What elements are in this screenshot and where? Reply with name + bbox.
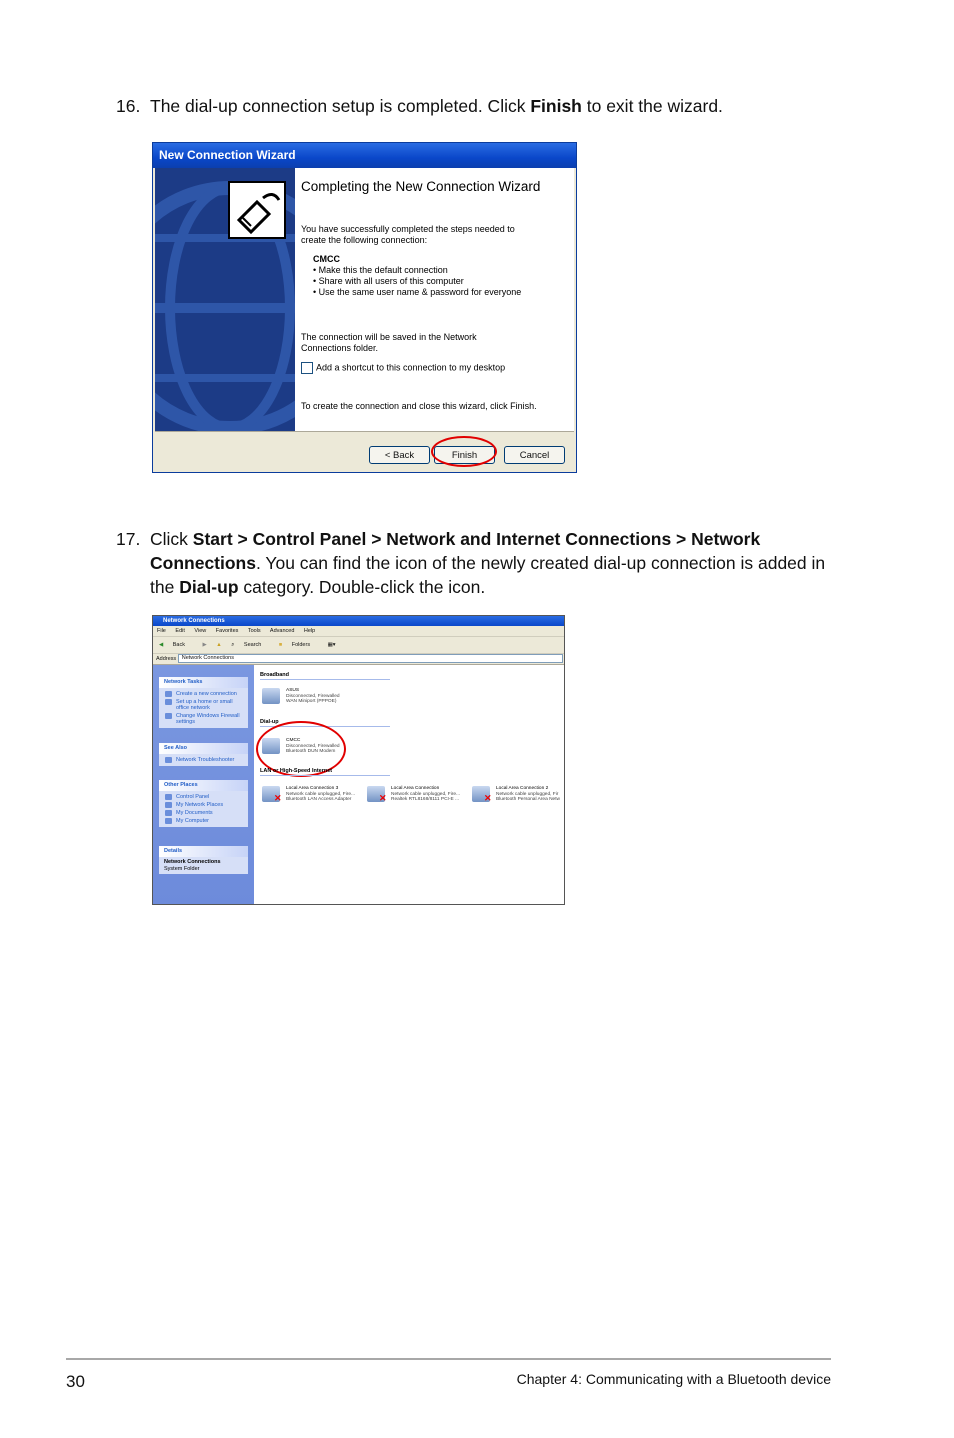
connection-asus[interactable] [286, 688, 340, 705]
step-number: 16. [116, 96, 141, 116]
category-divider [260, 775, 390, 776]
menu-edit[interactable]: Edit [175, 628, 185, 634]
back-nav-button[interactable]: ◀ Back [159, 642, 185, 648]
finish-highlight-circle [431, 436, 497, 467]
shortcut-option[interactable] [301, 362, 505, 374]
address-bar [153, 654, 564, 665]
category-dialup: Dial-up [260, 719, 279, 725]
wizard-button-bar [155, 431, 574, 470]
wizard-banner [155, 168, 295, 431]
details-name: Network Connections [164, 859, 221, 865]
panel-header[interactable]: Other Places [159, 780, 248, 791]
place-my-network-places[interactable]: My Network Places [159, 801, 248, 809]
back-button[interactable]: < Back [369, 446, 430, 464]
place-my-computer[interactable]: My Computer [159, 817, 248, 825]
connection-lan-2[interactable] [484, 786, 560, 803]
wizard-title: New Connection Wizard [153, 143, 576, 168]
category-broadband: Broadband [260, 672, 290, 678]
footer-rule [66, 1358, 831, 1360]
network-connections-window [152, 615, 565, 905]
connection-lan-3[interactable] [274, 786, 356, 803]
other-places-panel [159, 780, 248, 827]
task-create-connection[interactable]: Create a new connection [159, 690, 248, 698]
address-label: Address [156, 656, 177, 662]
connection-name: CMCC [313, 254, 340, 264]
page-number: 30 [66, 1372, 85, 1391]
unplugged-x-icon: ✕ [379, 793, 387, 803]
task-network-troubleshooter[interactable]: Network Troubleshooter [159, 756, 248, 764]
bullet-item: • Make this the default connection [313, 265, 448, 275]
menu-advanced[interactable]: Advanced [269, 628, 295, 634]
unplugged-x-icon: ✕ [484, 793, 492, 803]
step-text: Click [150, 529, 193, 549]
menu-file[interactable]: File [157, 628, 166, 634]
connection-status: Disconnected, Firewalled [286, 743, 340, 749]
details-type: System Folder [164, 865, 200, 872]
menu-tools[interactable]: Tools [247, 628, 261, 634]
category-lan: LAN or High-Speed Internet [260, 768, 333, 774]
step-number: 17. [116, 529, 141, 549]
nc-title: Network Connections [153, 616, 564, 626]
step-17 [116, 527, 832, 599]
connection-name: Local Area Connection 2 [496, 786, 549, 791]
wizard-window [152, 142, 577, 473]
panel-header[interactable]: Details [159, 846, 248, 857]
connection-status: Network cable unplugged, Fir [496, 791, 559, 797]
connection-name: Local Area Connection [391, 786, 440, 791]
chapter-title: Chapter 4: Communicating with a Bluetooth device [516, 1371, 831, 1387]
wizard-intro: You have successfully completed the steps needed to create the following connection: [301, 224, 515, 245]
toolbar [153, 637, 564, 654]
connection-device: Realtek RTL8168/8111 PCI-E ... [391, 797, 459, 802]
place-my-documents[interactable]: My Documents [159, 809, 248, 817]
wizard-heading: Completing the New Connection Wizard [301, 179, 541, 194]
connection-lan-1[interactable] [379, 786, 461, 803]
search-button[interactable]: ⌕ Search [231, 642, 262, 648]
menu-bar [153, 626, 564, 637]
place-control-panel[interactable]: Control Panel [159, 793, 248, 801]
search-icon: ⌕ [231, 642, 235, 648]
shortcut-checkbox[interactable] [301, 362, 313, 374]
connection-name: CMCC [286, 738, 301, 743]
menu-help[interactable]: Help [303, 628, 316, 634]
connections-list [254, 665, 564, 904]
finish-note: To create the connection and close this wizard, click Finish. [301, 401, 537, 411]
task-home-network[interactable]: Set up a home or small office network [159, 698, 248, 712]
saved-note: The connection will be saved in the Network Connections folder. [301, 332, 477, 353]
connection-name: Local Area Connection 3 [286, 786, 339, 791]
unplugged-x-icon: ✕ [274, 793, 282, 803]
folders-button[interactable]: ■ Folders [278, 642, 311, 648]
connection-device: Bluetooth LAN Access Adapter [286, 797, 352, 802]
cancel-button[interactable]: Cancel [504, 446, 565, 464]
step-text: to exit the wizard. [581, 96, 723, 116]
step-16 [116, 94, 832, 118]
shortcut-label: Add a shortcut to this connection to my desktop [316, 362, 506, 373]
folder-icon: ■ [278, 642, 283, 648]
step-text: category. Double-click the icon. [238, 577, 486, 597]
network-tasks-panel [159, 677, 248, 728]
menu-favorites[interactable]: Favorites [215, 628, 239, 634]
bullet-item: • Use the same user name & password for everyone [313, 287, 522, 297]
connection-device: WAN Miniport (PPPOE) [286, 699, 337, 704]
details-panel [159, 846, 248, 874]
finish-button[interactable]: Finish [434, 446, 495, 464]
wizard-content [295, 168, 574, 431]
globe-graphic [155, 168, 295, 431]
step-bold-finish: Finish [530, 96, 582, 116]
step-bold-dialup: Dial-up [179, 577, 239, 597]
connection-status: Network cable unplugged, Fire... [391, 791, 461, 797]
views-icon[interactable]: ▦▾ [327, 642, 336, 648]
category-divider [260, 679, 390, 680]
panel-header[interactable]: See Also [159, 743, 248, 754]
address-input[interactable]: Network Connections [178, 654, 563, 663]
forward-icon[interactable]: ▶ [202, 642, 207, 648]
connection-status: Disconnected, Firewalled [286, 693, 340, 699]
see-also-panel [159, 743, 248, 766]
connection-device: Bluetooth DUN Modem [286, 749, 336, 754]
menu-view[interactable]: View [194, 628, 207, 634]
connection-status: Network cable unplugged, Fire... [286, 791, 356, 797]
task-pane [153, 665, 254, 904]
connection-name: ASUS [286, 688, 300, 693]
connection-device: Bluetooth Personal Area Netw [496, 797, 560, 802]
wizard-bullets [313, 265, 521, 298]
bullet-item: • Share with all users of this computer [313, 276, 464, 286]
panel-header[interactable]: Network Tasks [159, 677, 248, 688]
broadband-connection-icon [262, 688, 280, 704]
up-folder-icon[interactable]: ▲ [216, 642, 222, 648]
task-firewall-settings[interactable]: Change Windows Firewall settings [159, 712, 248, 726]
step-text: . You can find the icon of the newly created dial-up connection is added in the [150, 553, 826, 597]
back-arrow-icon: ◀ [159, 642, 164, 648]
step-bold-path: Start > Control Panel > Network and Internet Connections > Network Connections [150, 529, 761, 573]
step-text: The dial-up connection setup is completed. Click [150, 96, 531, 116]
